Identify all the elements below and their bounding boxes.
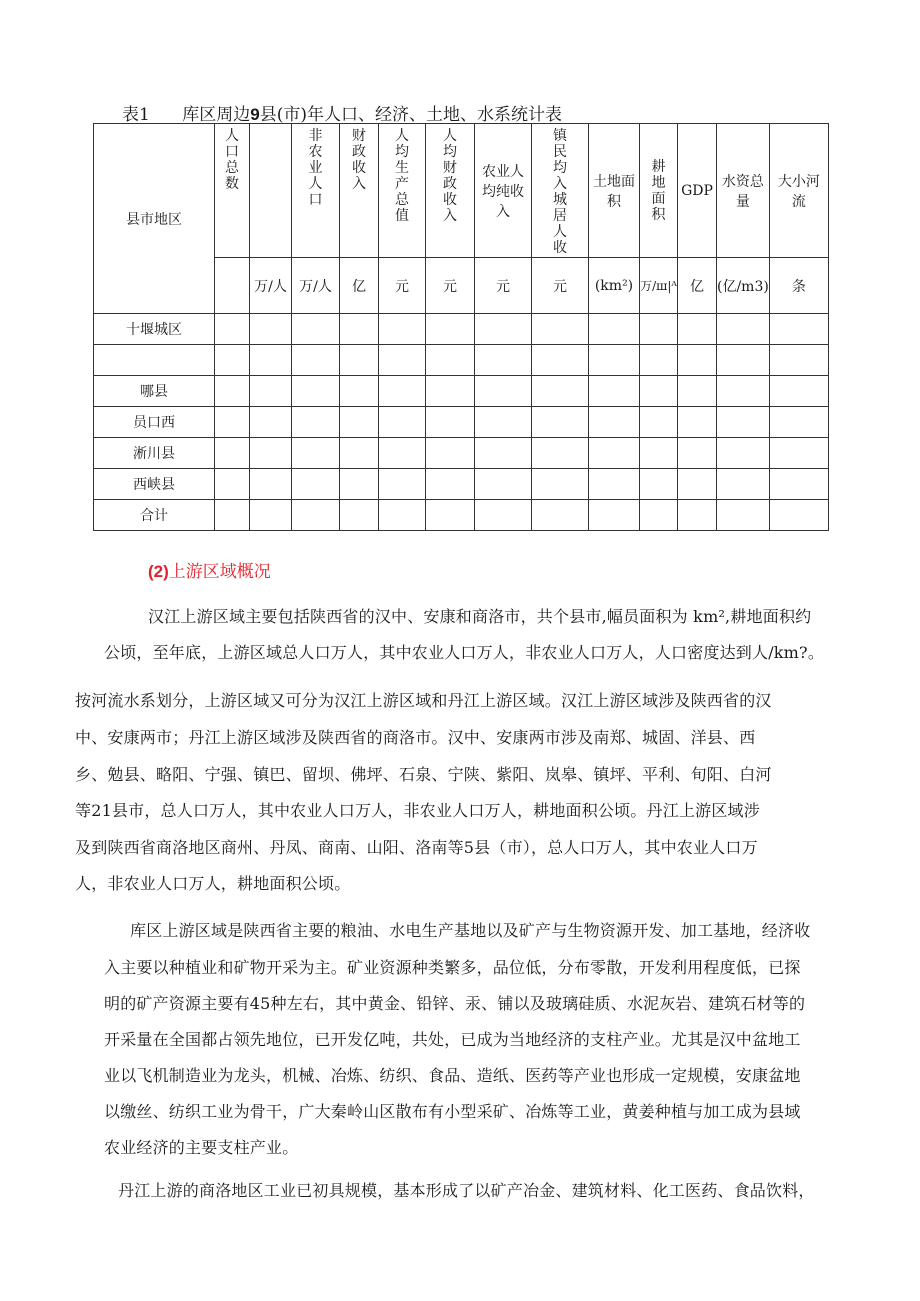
section-heading: (2)上游区域概况 <box>148 562 271 582</box>
data-cell <box>250 314 292 345</box>
data-cell <box>640 438 678 469</box>
paragraph-line: 人，非农业人口万人，耕地面积公顷。 <box>75 874 351 893</box>
data-cell <box>292 500 340 531</box>
data-cell <box>379 438 426 469</box>
data-cell <box>532 438 589 469</box>
data-cell <box>426 376 475 407</box>
paragraph-line: 农业经济的主要支柱产业。 <box>104 1138 299 1157</box>
table-row <box>94 469 829 500</box>
unit-cell: 元 <box>426 258 475 314</box>
data-cell <box>475 314 532 345</box>
data-cell <box>340 314 379 345</box>
paragraph-line: 汉江上游区域主要包括陕西省的汉中、安康和商洛市，共个县市,幅员面积为 km²,耕地面积约 <box>148 607 812 626</box>
paragraph-line: 中、安康两市；丹江上游区域涉及陕西省的商洛市。汉中、安康两市涉及南郑、城固、洋县、西 <box>75 728 756 747</box>
paragraph-line: 入主要以种植业和矿物开采为主。矿业资源种类繁多，品位低，分布零散，开发利用程度低，已探 <box>104 958 801 977</box>
data-cell <box>717 345 770 376</box>
unit-cell: 元 <box>475 258 532 314</box>
paragraph-line: 按河流水系划分，上游区域又可分为汉江上游区域和丹江上游区域。汉江上游区域涉及陕西省的汉 <box>75 691 772 710</box>
paragraph-line: 以缴丝、纺织工业为骨干，广大秦岭山区散布有小型采矿、冶炼等工业，黄姜种植与加工成为县域 <box>104 1102 801 1121</box>
paragraph-line: 等21县市，总人口万人，其中农业人口万人，非农业人口万人，耕地面积公顷。丹江上游区域涉 <box>75 801 760 820</box>
data-cell <box>589 500 640 531</box>
paragraph-line: 明的矿产资源主要有45种左右，其中黄金、铅锌、汞、铺以及玻璃硅质、水泥灰岩、建筑石材等的 <box>104 994 806 1013</box>
row-label: 淅川县 <box>94 438 215 469</box>
header-revenue: 财政收入 <box>352 128 366 192</box>
data-cell <box>678 438 717 469</box>
header-nonagri: 非农业人口 <box>308 128 323 208</box>
data-cell <box>426 469 475 500</box>
row-label: 十堰城区 <box>94 314 215 345</box>
data-cell <box>250 500 292 531</box>
data-cell <box>640 407 678 438</box>
data-cell <box>589 438 640 469</box>
paragraph-line: 开采量在全国都占领先地位，已开发亿吨，共处，已成为当地经济的支柱产业。尤其是汉中盆地工 <box>104 1030 801 1049</box>
data-cell <box>379 500 426 531</box>
row-label: 员口西 <box>94 407 215 438</box>
data-cell <box>532 345 589 376</box>
data-cell <box>292 345 340 376</box>
row-label: 合计 <box>94 500 215 531</box>
data-cell <box>475 500 532 531</box>
header-gdp: GDP <box>678 124 717 258</box>
table-row <box>94 345 829 376</box>
table-row <box>94 438 829 469</box>
data-cell <box>215 500 250 531</box>
data-cell <box>379 345 426 376</box>
data-cell <box>769 438 828 469</box>
data-cell <box>379 469 426 500</box>
data-cell <box>640 500 678 531</box>
table-row <box>94 500 829 531</box>
data-cell <box>769 500 828 531</box>
data-cell <box>250 469 292 500</box>
header-land-area: 土地面积 <box>593 173 635 210</box>
unit-cell: (亿/m3) <box>717 258 770 314</box>
data-cell <box>340 345 379 376</box>
header-agri-income: 农业人均纯收入 <box>482 163 524 220</box>
data-cell <box>426 345 475 376</box>
data-cell <box>292 469 340 500</box>
data-cell <box>678 407 717 438</box>
header-urban-income: 镇民均入城居人收 <box>553 128 567 256</box>
data-cell <box>292 438 340 469</box>
header-arable-area: 耕地面积 <box>651 158 666 223</box>
data-cell <box>215 345 250 376</box>
data-cell <box>589 345 640 376</box>
unit-cell: 条 <box>769 258 828 314</box>
data-cell <box>475 345 532 376</box>
paragraph-line: 公顷，至年底，上游区域总人口万人，其中农业人口万人，非农业人口万人，人口密度达到人/km?。 <box>104 643 825 662</box>
data-cell <box>426 314 475 345</box>
data-cell <box>215 438 250 469</box>
data-cell <box>292 314 340 345</box>
data-cell <box>340 500 379 531</box>
data-cell <box>215 314 250 345</box>
data-cell <box>717 407 770 438</box>
data-cell <box>250 438 292 469</box>
data-cell <box>250 345 292 376</box>
unit-cell: 亿 <box>340 258 379 314</box>
data-cell <box>640 314 678 345</box>
table-row <box>94 314 829 345</box>
paragraph-line: 业以飞机制造业为龙头，机械、冶炼、纺织、食品、造纸、医药等产业也形成一定规模，安康盆地 <box>104 1066 801 1085</box>
data-cell <box>678 345 717 376</box>
header-row <box>94 124 829 258</box>
data-cell <box>678 469 717 500</box>
data-cell <box>340 469 379 500</box>
data-cell <box>250 376 292 407</box>
header-revenue-per-capita: 人均财政收入 <box>443 128 457 224</box>
unit-cell <box>215 258 250 314</box>
data-cell <box>589 407 640 438</box>
data-cell <box>640 376 678 407</box>
data-cell <box>532 469 589 500</box>
paragraph-line: 丹江上游的商洛地区工业已初具规模，基本形成了以矿产冶金、建筑材料、化工医药、食品饮料， <box>118 1181 815 1200</box>
data-cell <box>640 345 678 376</box>
header-blank <box>250 124 292 258</box>
data-cell <box>717 314 770 345</box>
row-label: 哪县 <box>94 376 215 407</box>
header-gdp-per-capita: 人均生产总值 <box>395 128 409 224</box>
unit-cell: (km²) <box>589 258 640 314</box>
data-cell <box>292 407 340 438</box>
data-cell <box>379 407 426 438</box>
data-cell <box>678 314 717 345</box>
unit-cell: 万/ш|ᴬ <box>640 258 678 314</box>
data-cell <box>340 376 379 407</box>
data-cell <box>589 469 640 500</box>
unit-cell: 元 <box>532 258 589 314</box>
data-cell <box>769 407 828 438</box>
data-cell <box>769 314 828 345</box>
data-cell <box>475 438 532 469</box>
data-cell <box>215 469 250 500</box>
header-population: 人口总数 <box>225 128 239 192</box>
data-cell <box>215 407 250 438</box>
header-rivers: 大小河流 <box>777 173 820 210</box>
data-cell <box>340 407 379 438</box>
data-cell <box>769 345 828 376</box>
row-label <box>94 345 215 376</box>
data-cell <box>475 376 532 407</box>
data-cell <box>532 314 589 345</box>
table-row <box>94 376 829 407</box>
data-cell <box>215 376 250 407</box>
data-cell <box>717 469 770 500</box>
unit-cell: 亿 <box>678 258 717 314</box>
row-label: 西峡县 <box>94 469 215 500</box>
data-cell <box>292 376 340 407</box>
paragraph-line: 及到陕西省商洛地区商州、丹凤、商南、山阳、洛南等5县（市），总人口万人，其中农业人口万 <box>75 838 758 857</box>
statistics-table <box>93 123 829 531</box>
table-row <box>94 407 829 438</box>
data-cell <box>717 500 770 531</box>
data-cell <box>475 469 532 500</box>
data-cell <box>678 376 717 407</box>
data-cell <box>532 500 589 531</box>
data-cell <box>426 438 475 469</box>
data-cell <box>426 407 475 438</box>
data-cell <box>640 469 678 500</box>
data-cell <box>717 376 770 407</box>
data-cell <box>379 314 426 345</box>
paragraph-line: 库区上游区域是陕西省主要的粮油、水电生产基地以及矿产与生物资源开发、加工基地，经济收 <box>130 921 811 940</box>
data-cell <box>532 407 589 438</box>
data-cell <box>340 438 379 469</box>
data-cell <box>250 407 292 438</box>
data-cell <box>717 438 770 469</box>
data-cell <box>589 376 640 407</box>
data-cell <box>532 376 589 407</box>
data-cell <box>426 500 475 531</box>
table-caption: 表1 库区周边9县(市)年人口、经济、土地、水系统计表 <box>122 105 562 125</box>
header-water: 水资总量 <box>721 173 764 210</box>
data-cell <box>379 376 426 407</box>
data-cell <box>678 500 717 531</box>
unit-cell: 元 <box>379 258 426 314</box>
header-county: 县市地区 <box>94 124 215 314</box>
paragraph-line: 乡、勉县、略阳、宁强、镇巴、留坝、佛坪、石泉、宁陕、紫阳、岚皋、镇坪、平利、旬阳、白河 <box>75 765 772 784</box>
data-cell <box>769 376 828 407</box>
unit-cell: 万/人 <box>250 258 292 314</box>
data-cell <box>475 407 532 438</box>
unit-cell: 万/人 <box>292 258 340 314</box>
data-cell <box>589 314 640 345</box>
data-cell <box>769 469 828 500</box>
